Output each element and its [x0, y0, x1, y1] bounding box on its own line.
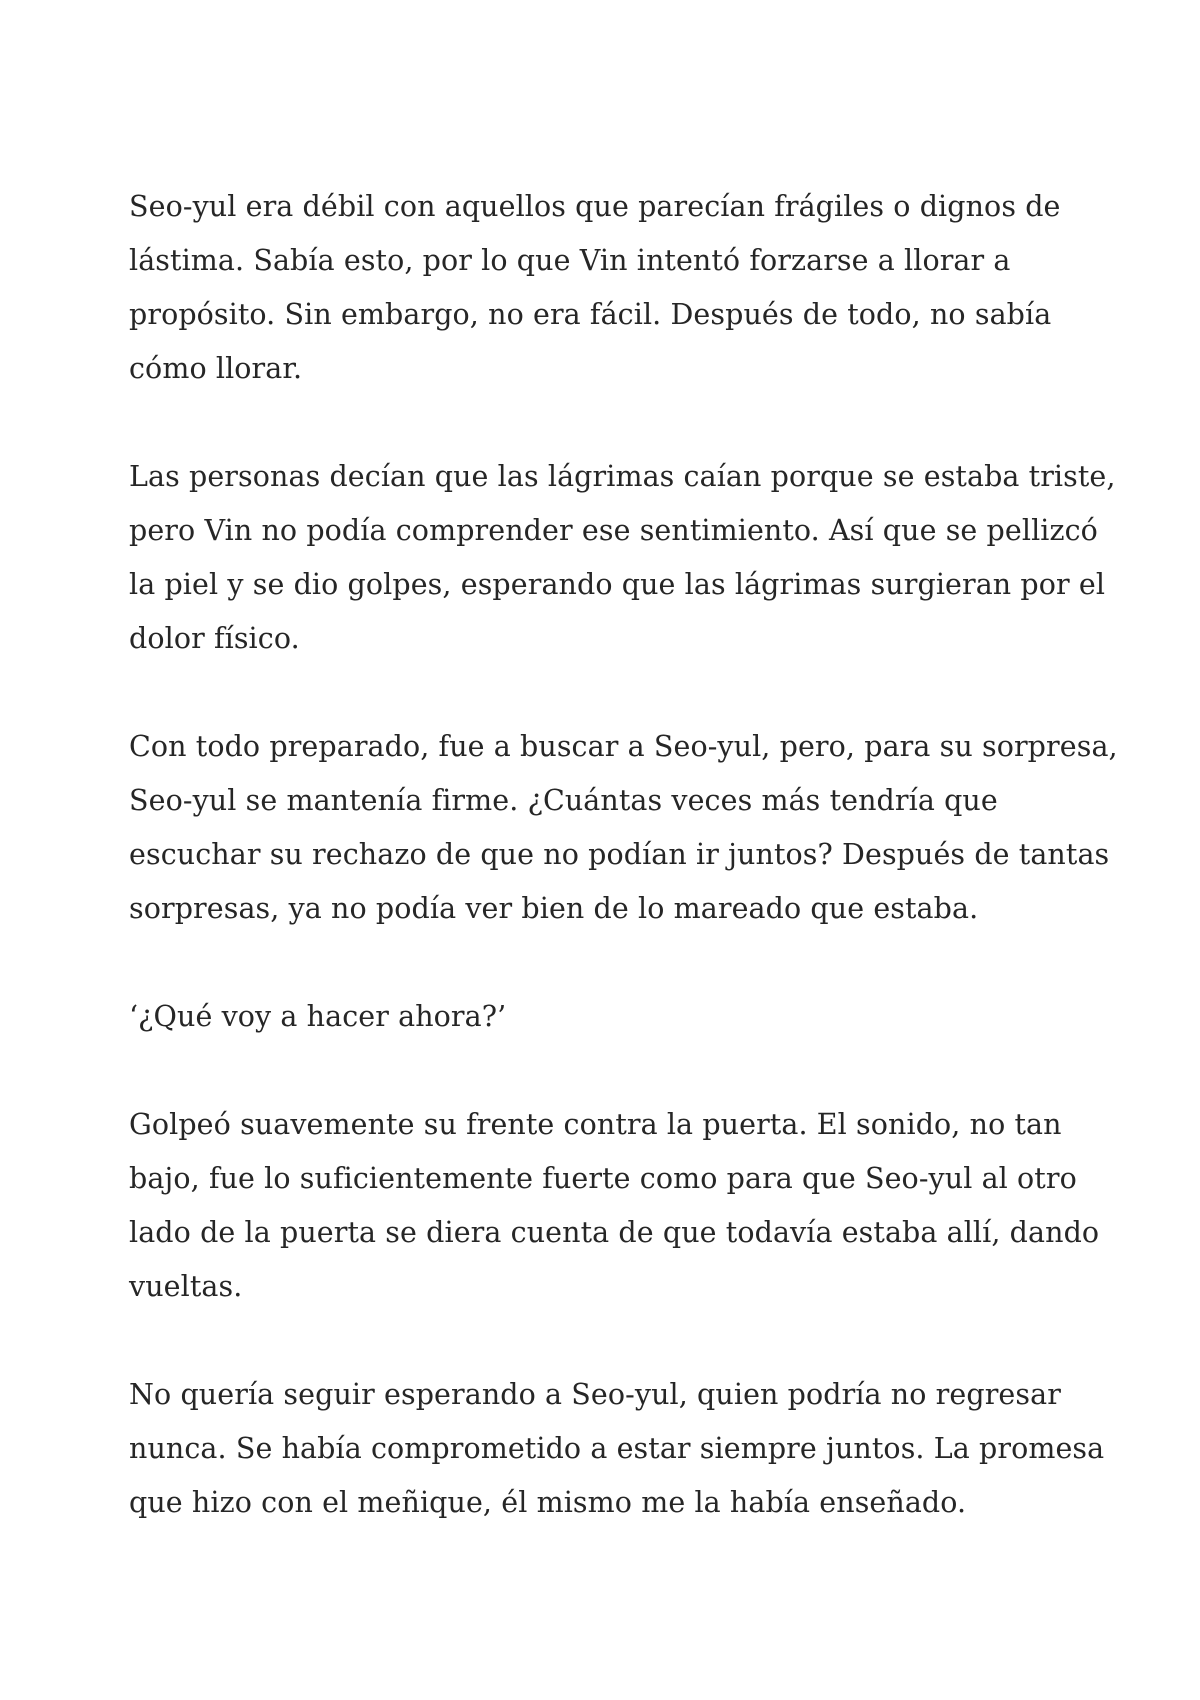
text-line: Con todo preparado, fue a buscar a Seo-yul, pero, para su sorpresa,	[129, 730, 1118, 763]
paragraph-2	[129, 450, 1116, 666]
text-line: vueltas.	[129, 1270, 243, 1303]
text-line: Seo-yul se mantenía firme. ¿Cuántas veces más tendría que	[129, 784, 998, 817]
text-line: dolor físico.	[129, 622, 300, 655]
text-line: lástima. Sabía esto, por lo que Vin intentó forzarse a llorar a	[129, 244, 1011, 277]
paragraph-3	[129, 720, 1118, 936]
text-line: Seo-yul era débil con aquellos que parecían frágiles o dignos de	[129, 190, 1061, 223]
text-line: Las personas decían que las lágrimas caían porque se estaba triste,	[129, 460, 1116, 493]
paragraph-4	[129, 990, 1071, 1044]
text-line: ‘¿Qué voy a hacer ahora?’	[129, 1000, 507, 1033]
text-line: la piel y se dio golpes, esperando que las lágrimas surgieran por el	[129, 568, 1106, 601]
text-line: cómo llorar.	[129, 352, 303, 385]
paragraph-1	[129, 180, 1071, 396]
text-line: propósito. Sin embargo, no era fácil. Después de todo, no sabía	[129, 298, 1052, 331]
text-line: Golpeó suavemente su frente contra la puerta. El sonido, no tan	[129, 1108, 1062, 1141]
text-line: escuchar su rechazo de que no podían ir juntos? Después de tantas	[129, 838, 1110, 871]
text-line: No quería seguir esperando a Seo-yul, quien podría no regresar	[129, 1378, 1061, 1411]
paragraph-5	[129, 1098, 1100, 1314]
text-line: nunca. Se había comprometido a estar siempre juntos. La promesa	[129, 1432, 1105, 1465]
text-line: que hizo con el meñique, él mismo me la había enseñado.	[129, 1486, 967, 1519]
text-line: bajo, fue lo suficientemente fuerte como para que Seo-yul al otro	[129, 1162, 1077, 1195]
text-line: lado de la puerta se diera cuenta de que todavía estaba allí, dando	[129, 1216, 1100, 1249]
text-line: sorpresas, ya no podía ver bien de lo mareado que estaba.	[129, 892, 979, 925]
paragraph-6	[129, 1368, 1105, 1530]
document-body	[129, 180, 1118, 1584]
text-line: pero Vin no podía comprender ese sentimiento. Así que se pellizcó	[129, 514, 1098, 547]
